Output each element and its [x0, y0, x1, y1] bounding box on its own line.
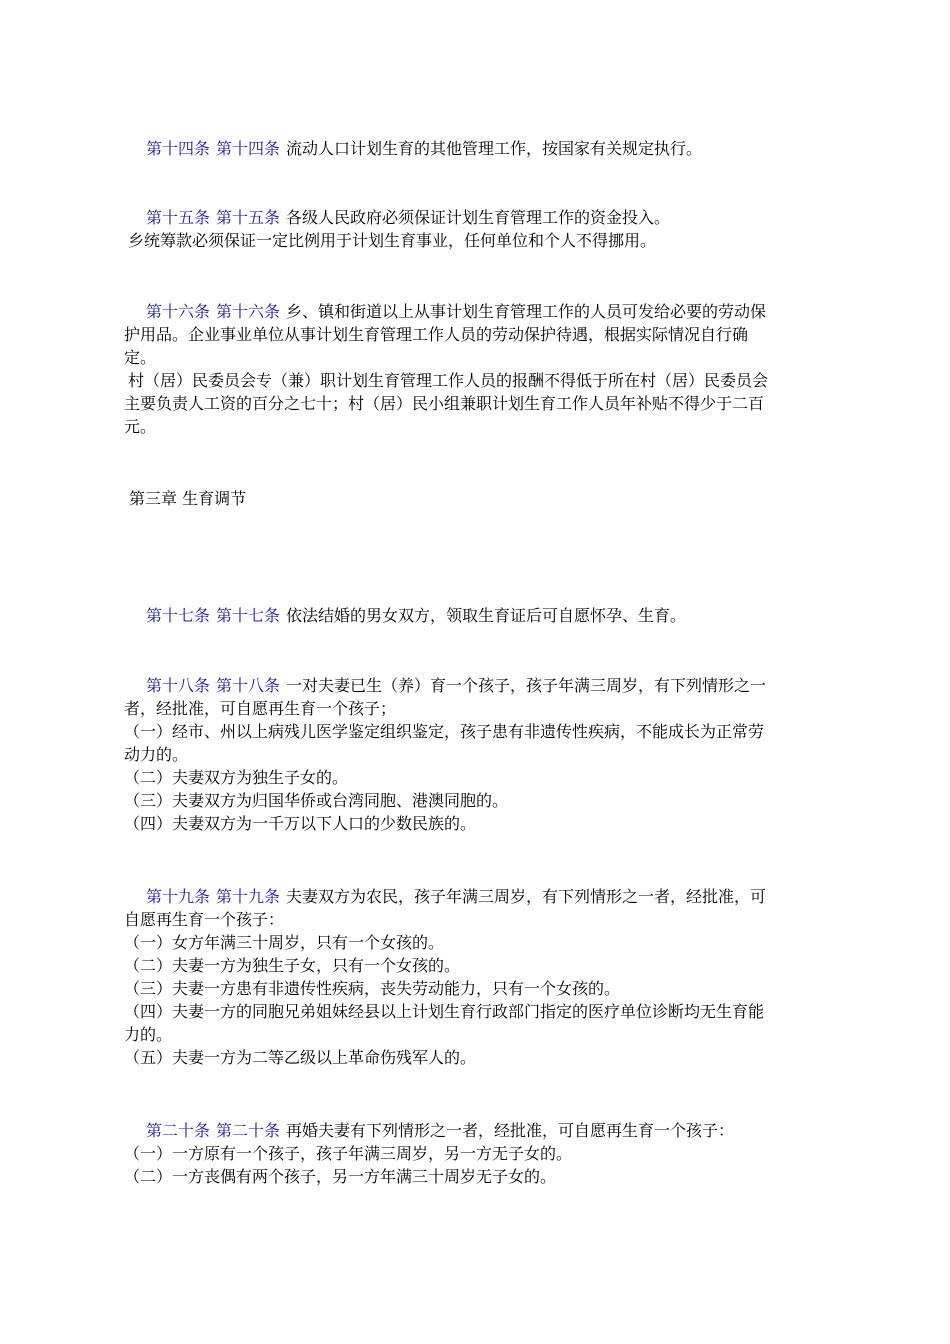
article-16-first-line: [124, 300, 836, 323]
article-20-item-2: （二）一方丧偶有两个孩子，另一方年满三十周岁无子女的。: [124, 1167, 557, 1186]
article-20-number-repeat: 第二十条: [216, 1121, 281, 1140]
article-16-number-repeat: 第十六条: [216, 302, 281, 321]
article-14: [124, 137, 836, 160]
article-19-number-repeat: 第十九条: [216, 887, 281, 906]
article-19-item-4-cont: 力的。: [124, 1025, 173, 1044]
article-20: [124, 1119, 836, 1188]
article-16-number: 第十六条: [146, 302, 211, 321]
article-18: [124, 674, 836, 835]
article-18-number: 第十八条: [146, 676, 211, 695]
article-17-number: 第十七条: [146, 606, 211, 625]
article-18-item-2: （二）夫妻双方为独生子女的。: [124, 768, 349, 787]
article-17-first-line: [124, 604, 836, 627]
article-16-text: 乡、镇和街道以上从事计划生育管理工作的人员可发给必要的劳动保: [286, 302, 767, 321]
article-19: [124, 885, 836, 1069]
article-18-line-2: 者，经批准，可自愿再生育一个孩子；: [124, 699, 397, 718]
article-16-line-5: 主要负责人工资的百分之七十；村（居）民小组兼职计划生育工作人员年补贴不得少于二百: [124, 394, 765, 413]
article-18-first-line: [124, 674, 836, 697]
article-16-line-2: 护用品。企业事业单位从事计划生育管理工作人员的劳动保护待遇，根据实际情况自行确: [124, 325, 749, 344]
article-20-item-1: （一）一方原有一个孩子，孩子年满三周岁，另一方无子女的。: [124, 1144, 573, 1163]
article-16-line-3: 定。: [124, 348, 157, 367]
article-14-text: 流动人口计划生育的其他管理工作，按国家有关规定执行。: [286, 139, 703, 158]
article-19-item-5: （五）夫妻一方为二等乙级以上革命伤残军人的。: [124, 1048, 477, 1067]
article-18-item-1-cont: 动力的。: [124, 745, 189, 764]
article-19-item-4: （四）夫妻一方的同胞兄弟姐妹经县以上计划生育行政部门指定的医疗单位诊断均无生育能: [124, 1002, 765, 1021]
article-15-text: 各级人民政府必须保证计划生育管理工作的资金投入。: [286, 208, 671, 227]
article-18-item-4: （四）夫妻双方为一千万以下人口的少数民族的。: [124, 814, 477, 833]
article-14-number: 第十四条: [146, 139, 211, 158]
article-16-line-6: 元。: [124, 417, 157, 436]
article-18-text: 一对夫妻已生（养）育一个孩子，孩子年满三周岁，有下列情形之一: [286, 676, 767, 695]
article-20-text: 再婚夫妻有下列情形之一者，经批准，可自愿再生育一个孩子：: [286, 1121, 735, 1140]
article-16-line-4: 村（居）民委员会专（兼）职计划生育管理工作人员的报酬不得低于所在村（居）民委员会: [128, 371, 769, 390]
article-19-number: 第十九条: [146, 887, 211, 906]
chapter-3-heading: 第三章 生育调节: [129, 489, 247, 508]
article-15-number-repeat: 第十五条: [216, 208, 281, 227]
article-20-first-line: [124, 1119, 836, 1142]
article-15: [124, 206, 836, 252]
article-17-text: 依法结婚的男女双方，领取生育证后可自愿怀孕、生育。: [286, 606, 687, 625]
article-18-number-repeat: 第十八条: [216, 676, 281, 695]
article-18-item-3: （三）夫妻双方为归国华侨或台湾同胞、港澳同胞的。: [124, 791, 509, 810]
article-17: [124, 604, 836, 627]
article-15-paragraph: 乡统筹款必须保证一定比例用于计划生育事业，任何单位和个人不得挪用。: [128, 231, 657, 250]
article-19-text: 夫妻双方为农民，孩子年满三周岁，有下列情形之一者，经批准，可: [286, 887, 767, 906]
article-19-item-1: （一）女方年满三十周岁，只有一个女孩的。: [124, 933, 445, 952]
article-17-number-repeat: 第十七条: [216, 606, 281, 625]
article-15-first-line: [124, 206, 836, 229]
article-18-item-1: （一）经市、州以上病残儿医学鉴定组织鉴定，孩子患有非遗传性疾病，不能成长为正常劳: [124, 722, 765, 741]
article-19-item-2: （二）夫妻一方为独生子女，只有一个女孩的。: [124, 956, 461, 975]
article-16: [124, 300, 836, 438]
article-19-line-2: 自愿再生育一个孩子：: [124, 910, 285, 929]
article-20-number: 第二十条: [146, 1121, 211, 1140]
article-14-number-repeat: 第十四条: [216, 139, 281, 158]
article-19-item-3: （三）夫妻一方患有非遗传性疾病，丧失劳动能力，只有一个女孩的。: [124, 979, 621, 998]
article-14-first-line: [124, 137, 836, 160]
article-19-first-line: [124, 885, 836, 908]
article-15-number: 第十五条: [146, 208, 211, 227]
